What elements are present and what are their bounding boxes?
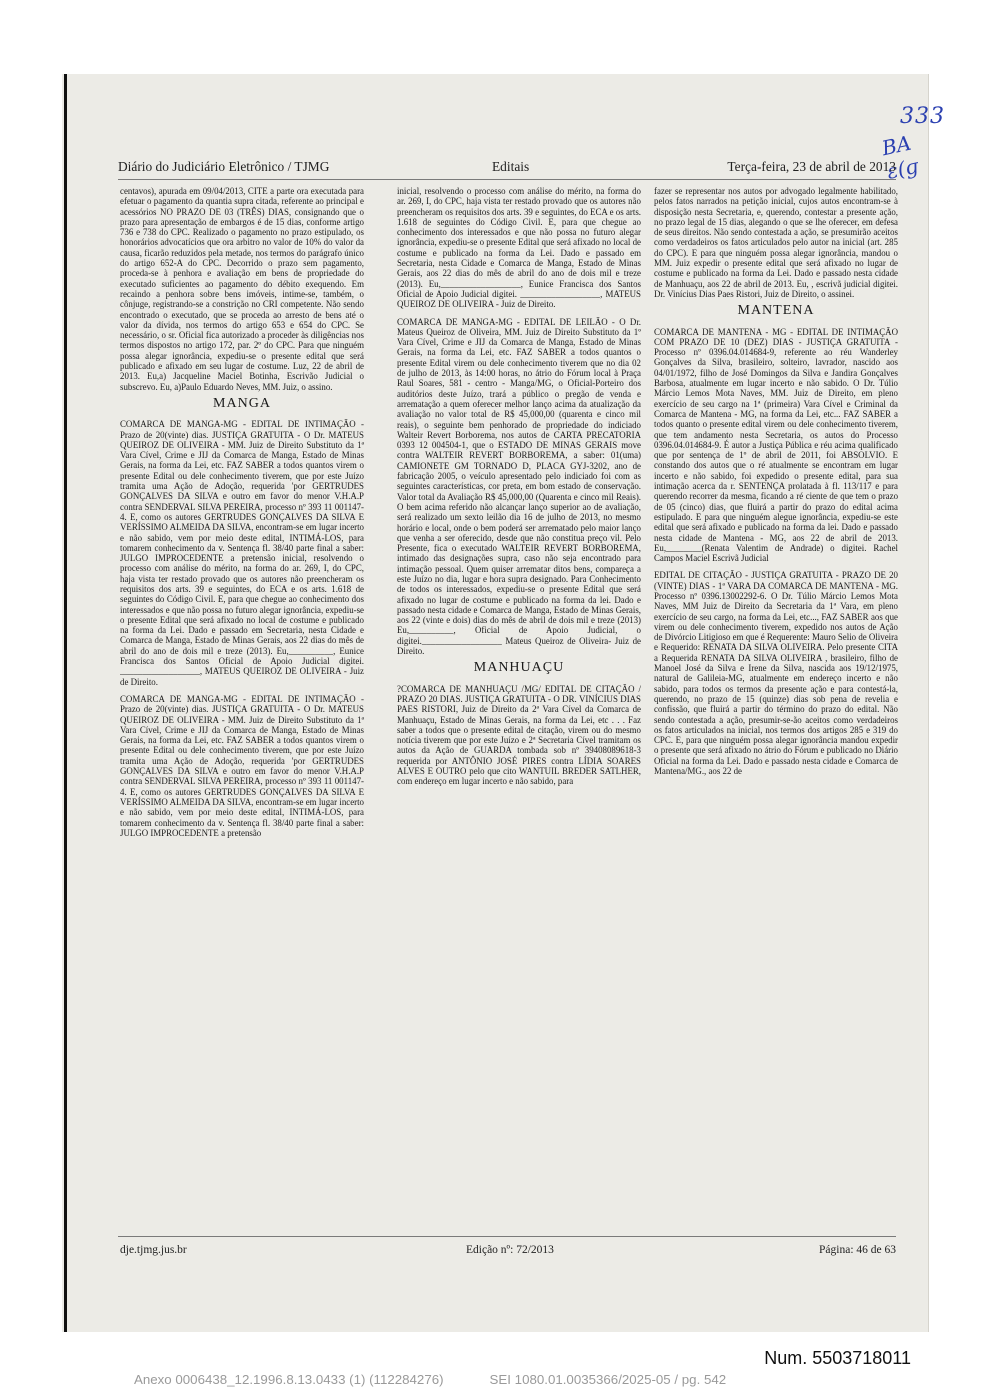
document-number: Num. 5503718011	[764, 1348, 911, 1368]
column-2	[397, 186, 641, 1232]
handwritten-initials: BA ɛ(ɡ	[879, 130, 921, 184]
journal-title: Diário do Judiciário Eletrônico / TJMG	[118, 159, 330, 174]
column-3	[654, 186, 898, 1232]
edict-paragraph: ?COMARCA DE MANHUAÇU /MG/ EDITAL DE CITAÇÃO / PRAZO 20 DIAS. JUSTIÇA GRATUITA - O DR. VINÍCIUS DIAS PAES RISTORI, Juiz de Direito da 2ª Vara Cível da Comarca de Manhuaçu, Estado de Minas Gerais, na forma da Lei, etc . . . Faz saber a todos que o presente edital de citação, virem ou do mesmo notícia tiverem que por este Juízo e 2ª Secretaria Cível tramitam os autos da Ação de GUARDA tombada sob nº 39408089618-3 requerida por ANTÔNIO JOSÉ PIRES contra LÍDIA SOARES ALVES E OUTRO pelo que cito WANTUIL BREDER SATLHER, com endereço em lugar incerto e não sabido, para	[397, 683, 641, 787]
scan-edge-mark	[64, 74, 67, 1332]
sei-reference: SEI 1080.01.0035366/2025-05 / pg. 542	[489, 1372, 727, 1387]
annex-reference	[134, 1372, 726, 1387]
page-header	[118, 157, 896, 180]
edict-paragraph: COMARCA DE MANGA-MG - EDITAL DE INTIMAÇÃO - Prazo de 20(vinte) dias. JUSTIÇA GRATUITA - O Dr. MATEUS QUEIROZ DE OLIVEIRA - MM. Juiz de Direito Substituto da 1ª Vara Cível, Crime e JIJ da Comarca de Manga, Estado de Minas Gerais, na forma da Lei, etc. FAZ SABER a todos quantos virem o presente Edital ou dele conhecimento tiverem, que por este Juízo tramita uma Ação de Adoção, requerida 'por GERTRUDES GONÇALVES DA SILVA e outro em favor do menor V.H.A.P contra SENDERVAL SILVA PEREIRA, processo nº 393 11 001147-4. E, como os autores GERTRUDES GONÇALVES DA SILVA E VERÍSSIMO ALMEIDA DA SILVA, encontram-se em lugar incerto e não sabido, vem por meio deste edital, INTIMÁ-LOS, para tomarem conhecimento da v. Sentença fl. 38/40 parte final a saber: JULGO IMPROCEDENTE a pretensão inicial, resolvendo o processo com análise do mérito, na forma do ar. 269, I, do CPC, haja vista ter restado provado que os autores não preencheram os requisitos dos arts. 39 e seguintes, do ECA e os arts. 1.618 de seguintes do Código Civil. E, para que chegue ao conhecimento dos interessados e que não possa no futuro alegar ignorância, expediu-se o presente Edital que será afixado no local de costume e publicado na forma da Lei. Dado e passado em Secretaria, nesta Cidade e Comarca de Manga, Estado de Minas Gerais, aos 22 dias do mês de abril do ano de dois mil e treze (2013). Eu,__________, Eunice Francisca dos Santos Oficial de Apoio Judicial digitei. __________________, MATEUS QUEIROZ DE OLIVEIRA - Juiz de Direito.	[120, 419, 364, 687]
section-heading-mantena: MANTENA	[737, 303, 815, 319]
footer-page-number: Página: 46 de 63	[819, 1244, 896, 1256]
edict-paragraph: EDITAL DE CITAÇÃO - JUSTIÇA GRATUITA - PRAZO DE 20 (VINTE) DIAS - 1ª VARA DA COMARCA DE MANTENA - MG. Processo nº 0396.13002292-6. O Dr. Túlio Márcio Lemos Mota Naves, MM Juiz de Direito da Secretaria da 1ª Vara, em pleno exercício de seu cargo, na forma da Lei, etc..., FAZ SABER aos que virem ou dele conhecimento tiverem, expedido nos autos de Ação de Divórcio Litigioso em que é Requerente: Mauro Selio de Oliveira e Requerido: RENATA DA SILVA OLIVEIRA. Pelo presente CITA a Requerida RENATA DA SILVA OLIVEIRA , brasileiro, filho de Manoel José da Silva e Irene da Silva, nascida aos 19/12/1975, natural de Galileia-MG, atualmente em endereço incerto e não sabido, para todos os termos da presente ação e para contestá-la, querendo, no prazo de 15 (quinze) dias sob pena de revelia e confissão, que fluirá a partir do término do prazo do edital. Não sendo contestada a ação, presumir-se-ão aceitos como verdadeiros os fatos articulados na inicial, nos termos dos artigos 285 e 319 do CPC. E, para que ninguém possa alegar ignorância mandou expedir o presente que será afixado no átrio do Fórum e publicado no Diário Oficial na forma da Lei. Dado e passado nesta cidade e Comarca de Mantena/MG., aos 22 de	[654, 570, 898, 777]
handwritten-page-number: 333	[900, 104, 945, 129]
column-1	[120, 186, 364, 1232]
edict-paragraph: COMARCA DE MANGA-MG - EDITAL DE LEILÃO - O Dr. Mateus Queiroz de Oliveira, MM. Juiz de Direito Substituto da 1º Vara Cível, Crime e JIJ da Comarca de Manga, Estado de Minas Gerais, na forma da Lei, etc. FAZ SABER a todos quantos o presente Edital virem ou dele conhecimento tiverem que no dia 02 de julho de 2013, às 14:00 horas, no átrio do Fórum local à Praça Raul Soares, 581 - centro - Manga/MG, o Oficial-Porteiro dos auditórios deste Juízo, trará a público o pregão de venda e arrematação a quem oferecer melhor lanço acima da atualização da avaliação no valor total de R$ 45,000,00 (quarenta e cinco mil reais), o seguinte bem penhorado de propriedade do indiciado Walteir Revert Borborema, nos autos de CARTA PRECATORIA 0393 12 004504-1, que o ESTADO DE MINAS GERAIS move contra WALTEIR REVERT BORBOREMA, a saber: 01(uma) CAMIONETE GM TORNADO D, PLACA GYJ-3202, ano de fabricação 2005, o veículo apresentado pelo indiciado foi com as seguintes características, cor preta, em bom estado de conservação. Valor total da Avaliação R$ 45,000,00 (Quarenta e cinco mil Reais). O bem acima referido não alcançar lanço superior ao de avaliação, será realizado um sexto leilão dia 16 de julho de 2013, no mesmo horário e local, onde o bem poderá ser arrematado pelo maior lanço que venha a ser oferecido, desde que não constitua preço vil. Pelo Presente, fica o executado WALTEIR REVERT BORBOREMA, intimado das designações supra, caso não seja encontrado para intimação pessoal. Quem quiser arrematar ditos bens, compareça a este Juízo no dia, lugar e hora supra designado. Para Conhecimento de todos os interessados, expediu-se o presente Edital que será afixado no lugar de costume e publicado na forma da lei. Dado e passado nesta cidade e Comarca de Manga, Estado de Minas Gerais, aos 22 (vinte e dois) dias do mês de abril de dois mil e treze (2013) Eu,__________, Oficial de Apoio Judicial, o digitei.__________________ Mateus Queiroz de Oliveira- Juiz de Direito.	[397, 316, 641, 657]
section-title: Editais	[492, 159, 530, 174]
annex-label: Anexo 0006438_12.1996.8.13.0433 (1) (112284276)	[134, 1372, 444, 1387]
edict-paragraph: COMARCA DE MANTENA - MG - EDITAL DE INTIMAÇÃO COM PRAZO DE 10 (DEZ) DIAS - JUSTIÇA GRATUITA - Processo nº 0396.04.014684-9, referente ao réu Wanderley Gonçalves da Silva, brasileiro, solteiro, lavrador, nascido aos 04/01/1972, filho de José Domingos da Silva e Jandira Gonçalves Barbosa, atualmente em lugar incerto e não sabido. O Dr. Túlio Márcio Lemos Mota Naves, MM. Juiz de Direito, em pleno exercício de seu cargo na 1ª (primeira) Vara Cível e Criminal da Comarca de Mantena - MG, na forma da Lei, etc... FAZ SABER a todos quanto o presente edital virem ou dele conhecimento tiverem, que tem andamento nesta Secretaria, os autos do Processo 0396.04.014684-9. É autor a Justiça Pública e réu acima qualificado que por sentença de 1º de abril de 2011, foi ABSOLVIO. E constando dos autos que o ré atualmente se encontram em lugar incerto e não sabido, foi expedido o presente edital, para sua intimação acerca da r. SENTENÇA prolatada à fl. 113/117 e para querendo recorrer da mesma, ficando a ré ciente de que tem o prazo de 05 (cinco) dias, que fluirá a partir do prazo do edital acima estipulado. E para que ninguém alegue ignorância, expediu-se este edital que será afixado e publicado na forma da lei. Dado e passado nesta cidade de Mantena - MG, aos 22 de abril de 2013. Eu,________(Renata Valentim de Andrade) o digitei. Rachel Campos Maciel Escrivã Judicial	[654, 326, 898, 564]
footer-website: dje.tjmg.jus.br	[120, 1244, 187, 1256]
edict-paragraph: inicial, resolvendo o processo com análise do mérito, na forma do ar. 269, I, do CPC, haja vista ter restado provado que os autores não preencheram os requisitos dos arts. 39 e seguintes, do ECA e os arts. 1.618 de seguintes do Código Civil. E, para que chegue ao conhecimento dos interessados e que não possa no futuro alegar ignorância, expediu-se o presente Edital que será afixado no local de costume e publicado na forma da Lei. Dado e passado em Secretaria, nesta Cidade e Comarca de Manga, Estado de Minas Gerais, aos 22 dias do mês de abril do ano de dois mil e treze (2013). Eu,__________________, Eunice Francisca dos Santos Oficial de Apoio Judicial digitei. __________________, MATEUS QUEIROZ DE OLIVEIRA - Juiz de Direito.	[397, 186, 641, 310]
section-heading-manhuacu: MANHUAÇU	[473, 660, 565, 676]
edict-paragraph: centavos), apurada em 09/04/2013, CITE a parte ora executada para efetuar o pagamento da quantia supra citada, referente ao principal e acessórios NO PRAZO DE 03 (TRÊS) DIAS, consignando que o prazo para apresentação de embargos é de 15 dias, conforme artigo 736 e 738 do CPC. Realizado o pagamento no prazo estipulado, os honorários advocatícios que ora arbitro no valor de 10% do valor da causa, ficarão reduzidos pela metade, nos termos do parágrafo único do artigo 652-A do CPC. Decorrido o prazo sem pagamento, proceda-se à penhora e avaliação em bens de propriedade do executado suficientes ao pagamento do débito exequendo. Em recaindo a penhora sobre bens imóveis, intime-se, também, o cônjuge, registrando-se a constrição no CRI competente. Não sendo encontrado o executado, que se proceda ao arresto de bens até o valor da dívida, nos termos do artigo 653 e 654 do CPC. Se necessário, o sr. Oficial fica autorizado a proceder às diligências nos termos dispostos no artigo 172, par. 2º do CPC. Para que ninguém possa alegar ignorância, expediu-se o presente edital que será publicado e afixado em seu lugar de costume. Luz, 22 de abril de 2013. Eu,a) Jacqueline Maciel Botinha, Escrivão Judicial o subscrevo. Eu, a)Paulo Eduardo Neves, MM. Juiz, o assino.	[120, 186, 364, 392]
issue-date: Terça-feira, 23 de abril de 2013	[727, 159, 896, 174]
footer-edition: Edição nº: 72/2013	[466, 1244, 554, 1256]
edict-paragraph: fazer se representar nos autos por advogado legalmente habilitado, pelos fatos narrados na petição inicial, cujos autos encontram-se à disposição nesta Secretaria, e, querendo, contestar a presente ação, no prazo legal de 15 dias, alegando o que se lhe oferecer, em defesa de seus direitos. Não sendo contestada a ação, se presumirão aceitos como verdadeiros os fatos articulados pelo autor na inicial (art. 285 do CPC). E para que ninguém possa alegar ignorância, mandou o MM. Juiz expedir o presente edital que será afixado no lugar de costume e publicado na forma da Lei. Dado e passado nesta cidade de Manhuaçu, aos 22 de abril de 2013. Eu, , escrivã judicial digitei. Dr. Vinícius Dias Paes Ristori, Juiz de Direito, o assinei.	[654, 186, 898, 299]
section-heading-manga: MANGA	[213, 395, 271, 411]
page-footer	[118, 1236, 896, 1261]
edict-paragraph: COMARCA DE MANGA-MG - EDITAL DE INTIMAÇÃO - Prazo de 20(vinte) dias. JUSTIÇA GRATUITA - O Dr. MATEUS QUEIROZ DE OLIVEIRA - MM. Juiz de Direito Substituto da 1ª Vara Cível, Crime e JIJ da Comarca de Manga, Estado de Minas Gerais, na forma da Lei, etc. FAZ SABER a todos quantos virem o presente Edital ou dele conhecimento tiverem, que por este Juízo tramita uma Ação de Adoção, requerida 'por GERTRUDES GONÇALVES DA SILVA e outro em favor do menor V.H.A.P contra SENDERVAL SILVA PEREIRA, processo nº 393 11 001147-4. E, como os autores GERTRUDES GONÇALVES DA SILVA E VERÍSSIMO ALMEIDA DA SILVA, encontram-se em lugar incerto e não sabido, vem por meio deste edital, INTIMÁ-LOS, para tomarem conhecimento da v. Sentença fl. 38/40 parte final a saber: JULGO IMPROCEDENTE a pretensão	[120, 693, 364, 838]
